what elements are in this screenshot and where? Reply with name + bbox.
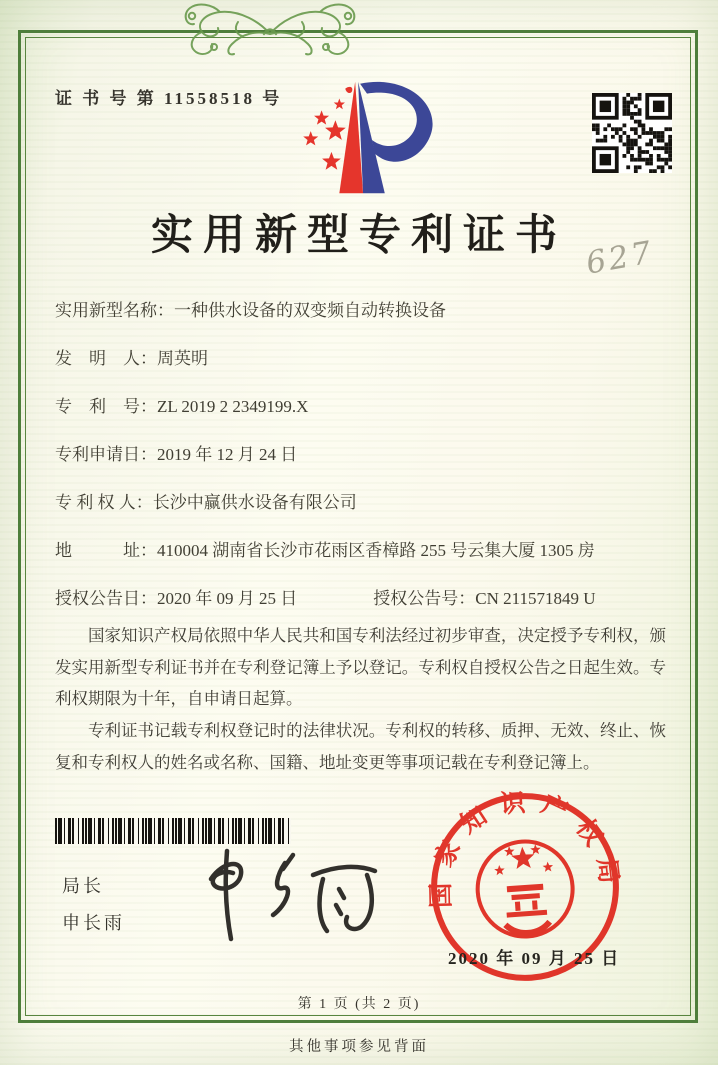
certificate-number: 证 书 号 第 11558518 号 xyxy=(55,89,283,108)
field-value: ZL 2019 2 2349199.X xyxy=(157,397,309,416)
grant-number-pair xyxy=(373,589,595,608)
field-row-name xyxy=(55,296,668,321)
green-flourish-ornament-icon xyxy=(168,0,372,62)
field-row-patentee xyxy=(55,488,668,513)
body-paragraph-1: 国家知识产权局依照中华人民共和国专利法经过初步审查，决定授予专利权，颁发实用新型专利证书并在专利登记簿上予以登记。专利权自授权公告之日起生效。专利权期限为十年，自申请日起算。 xyxy=(55,626,666,709)
field-row-inventor xyxy=(55,344,668,369)
commissioner-signature-icon xyxy=(185,843,390,951)
field-label: 实用新型名称： xyxy=(55,301,174,320)
field-label: 专 利 号： xyxy=(55,397,157,416)
seal-date: 2020 年 09 月 25 日 xyxy=(448,949,621,968)
handwritten-note: 627 xyxy=(583,234,657,282)
field-value: 2019 年 12 月 24 日 xyxy=(157,445,298,464)
seal-text: 国家知识产权局 xyxy=(426,788,625,909)
grant-date-pair xyxy=(55,584,369,609)
commissioner-name: 申长雨 xyxy=(62,913,125,933)
field-label: 专 利 权 人： xyxy=(55,493,153,512)
field-row-patent-number xyxy=(55,392,668,417)
field-label: 发 明 人： xyxy=(55,349,157,368)
field-value: 周英明 xyxy=(157,349,208,368)
certificate-body-text xyxy=(55,620,666,778)
field-value: 2020 年 09 月 25 日 xyxy=(157,589,298,608)
barcode-icon xyxy=(55,818,291,844)
field-value: CN 211571849 U xyxy=(475,589,596,608)
field-value: 410004 湖南省长沙市花雨区香樟路 255 号云集大厦 1305 房 xyxy=(157,541,595,560)
field-value: 长沙中赢供水设备有限公司 xyxy=(152,493,357,512)
cnipa-patent-logo-icon xyxy=(288,78,446,198)
field-label: 授权公告号： xyxy=(373,589,476,608)
field-label: 专利申请日： xyxy=(55,445,157,464)
field-label: 授权公告日： xyxy=(55,589,157,608)
commissioner-label: 局长 xyxy=(62,876,104,896)
certificate-title: 实用新型专利证书 xyxy=(150,213,567,259)
field-value: 一种供水设备的双变频自动转换设备 xyxy=(174,301,446,320)
field-row-grant xyxy=(55,584,668,609)
certificate-fields xyxy=(55,296,668,632)
page-number: 第 1 页 (共 2 页) xyxy=(297,997,421,1012)
back-note: 其他事项参见背面 xyxy=(289,1039,429,1055)
body-paragraph-2: 专利证书记载专利权登记时的法律状况。专利权的转移、质押、无效、终止、恢复和专利权人的姓名或名称、国籍、地址变更等事项记载在专利登记簿上。 xyxy=(55,721,666,772)
commissioner-block xyxy=(62,872,125,946)
field-row-filing-date xyxy=(55,440,668,465)
field-label: 地 址： xyxy=(55,541,157,560)
qr-code-icon xyxy=(592,93,672,173)
field-row-address xyxy=(55,536,668,561)
